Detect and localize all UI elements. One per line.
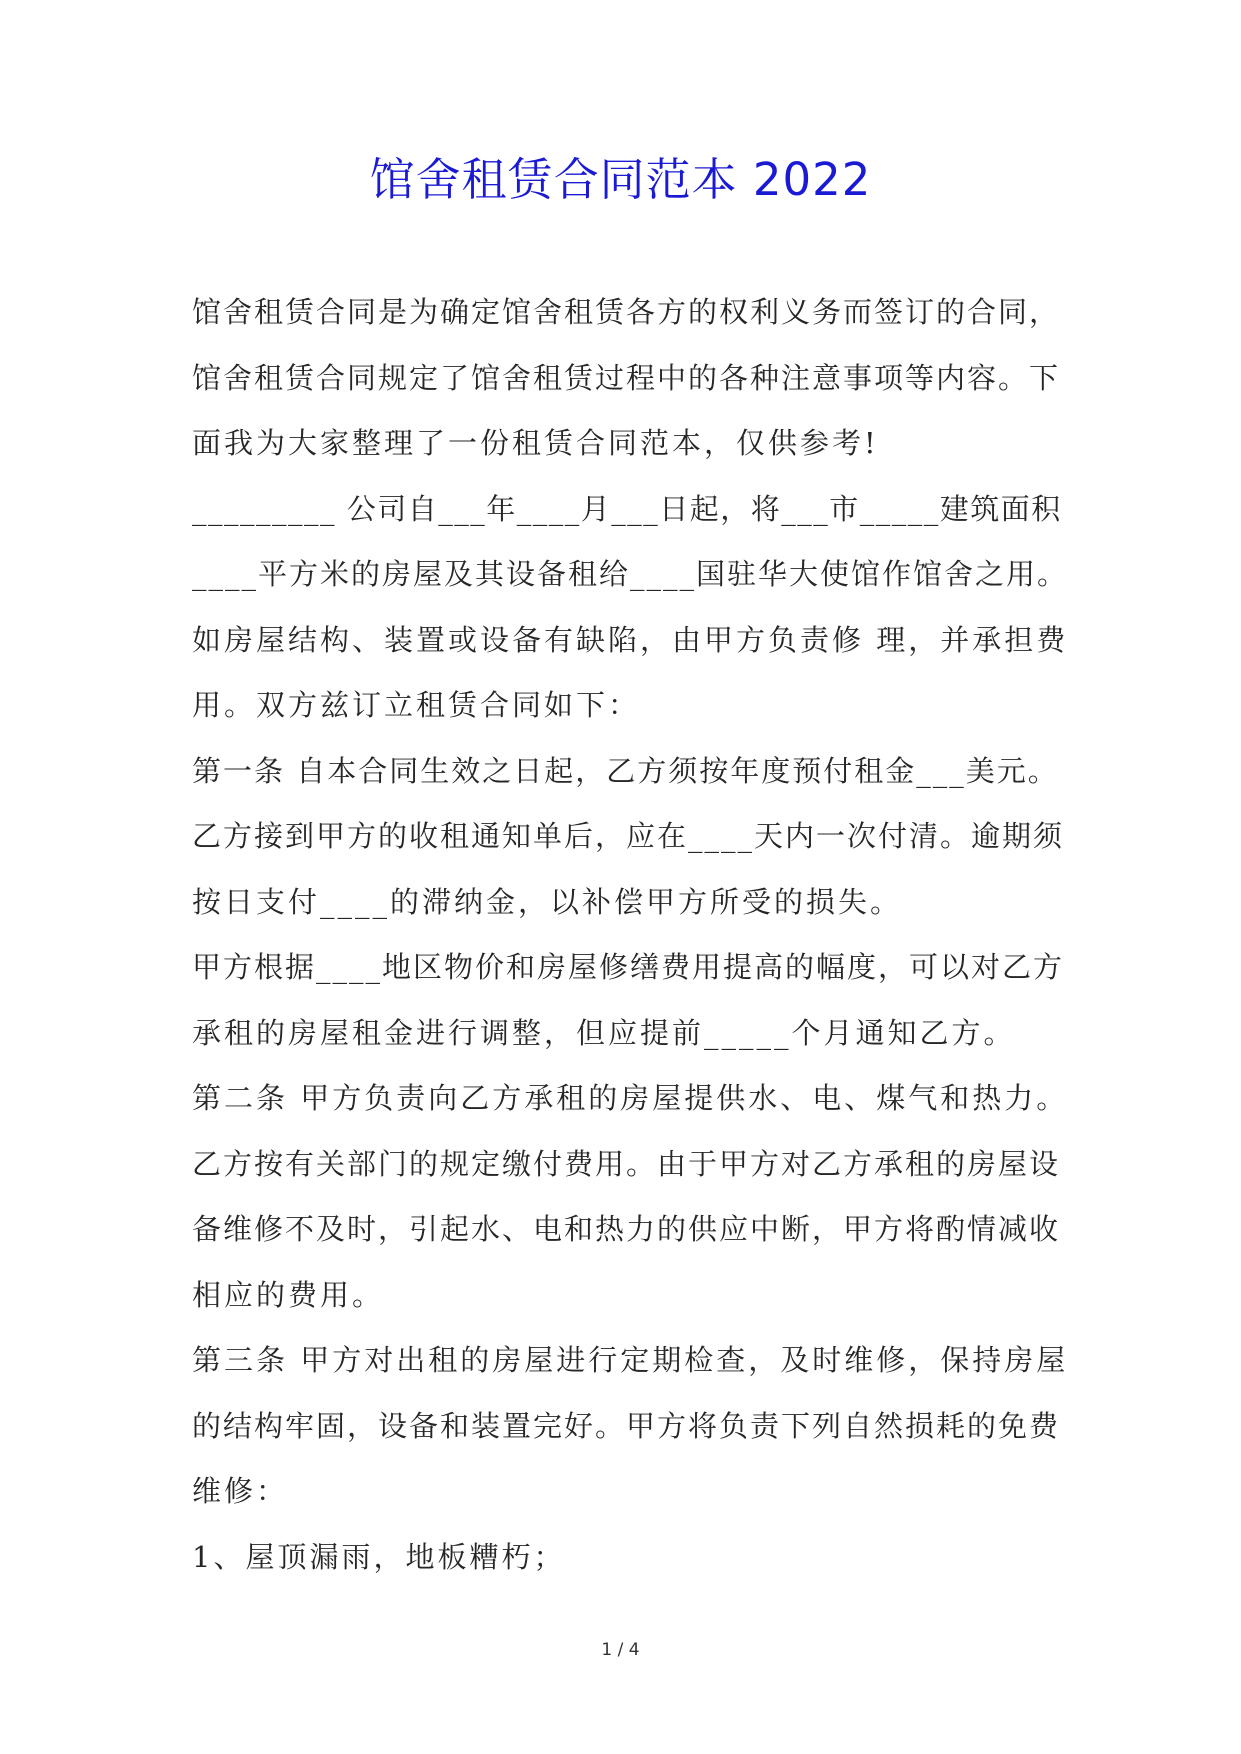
body-line: 第二条 甲方负责向乙方承租的房屋提供水、电、煤气和热力。 (192, 1081, 1069, 1115)
body-line: 甲方根据____地区物价和房屋修缮费用提高的幅度，可以对乙方 (192, 950, 1065, 984)
body-line: 如房屋结构、装置或设备有缺陷，由甲方负责修 理，并承担费 (192, 622, 1069, 657)
body-line: 1、屋顶漏雨，地板糟朽； (192, 1539, 566, 1574)
body-line: 馆舍租赁合同是为确定馆舍租赁各方的权利义务而签订的合同， (192, 295, 1061, 329)
page-number: 1 / 4 (601, 1640, 640, 1660)
body-line: 按日支付____的滞纳金，以补偿甲方所受的损失。 (192, 884, 903, 919)
document-body (192, 280, 1072, 1590)
body-line: 馆舍租赁合同规定了馆舍租赁过程中的各种注意事项等内容。下 (192, 360, 1061, 395)
body-line: 第一条 自本合同生效之日起，乙方须按年度预付租金___美元。 (192, 753, 1059, 788)
body-line: 乙方接到甲方的收租通知单后，应在____天内一次付清。逾期须 (192, 819, 1065, 853)
body-line: ____平方米的房屋及其设备租给____国驻华大使馆作馆舍之用。 (192, 557, 1069, 591)
body-line: 第三条 甲方对出租的房屋进行定期检查，及时维修，保持房屋 (192, 1343, 1069, 1377)
body-line: 相应的费用。 (192, 1277, 385, 1312)
document-title: 馆舍租赁合同范本 2022 (369, 153, 872, 206)
body-line: 备维修不及时，引起水、电和热力的供应中断，甲方将酌情减收 (192, 1212, 1061, 1246)
body-line: 用。双方兹订立租赁合同如下： (192, 688, 641, 722)
body-line: 面我为大家整理了一份租赁合同范本，仅供参考! (192, 426, 879, 460)
body-line: 维修： (192, 1474, 289, 1508)
body-line: _________ 公司自___年____月___日起，将___市_____建筑面积 (192, 491, 1062, 526)
body-line: 乙方按有关部门的规定缴付费用。由于甲方对乙方承租的房屋设 (192, 1146, 1061, 1181)
body-line: 承租的房屋租金进行调整，但应提前_____个月通知乙方。 (192, 1015, 1016, 1050)
body-line: 的结构牢固，设备和装置完好。甲方将负责下列自然损耗的免费 (192, 1408, 1061, 1443)
